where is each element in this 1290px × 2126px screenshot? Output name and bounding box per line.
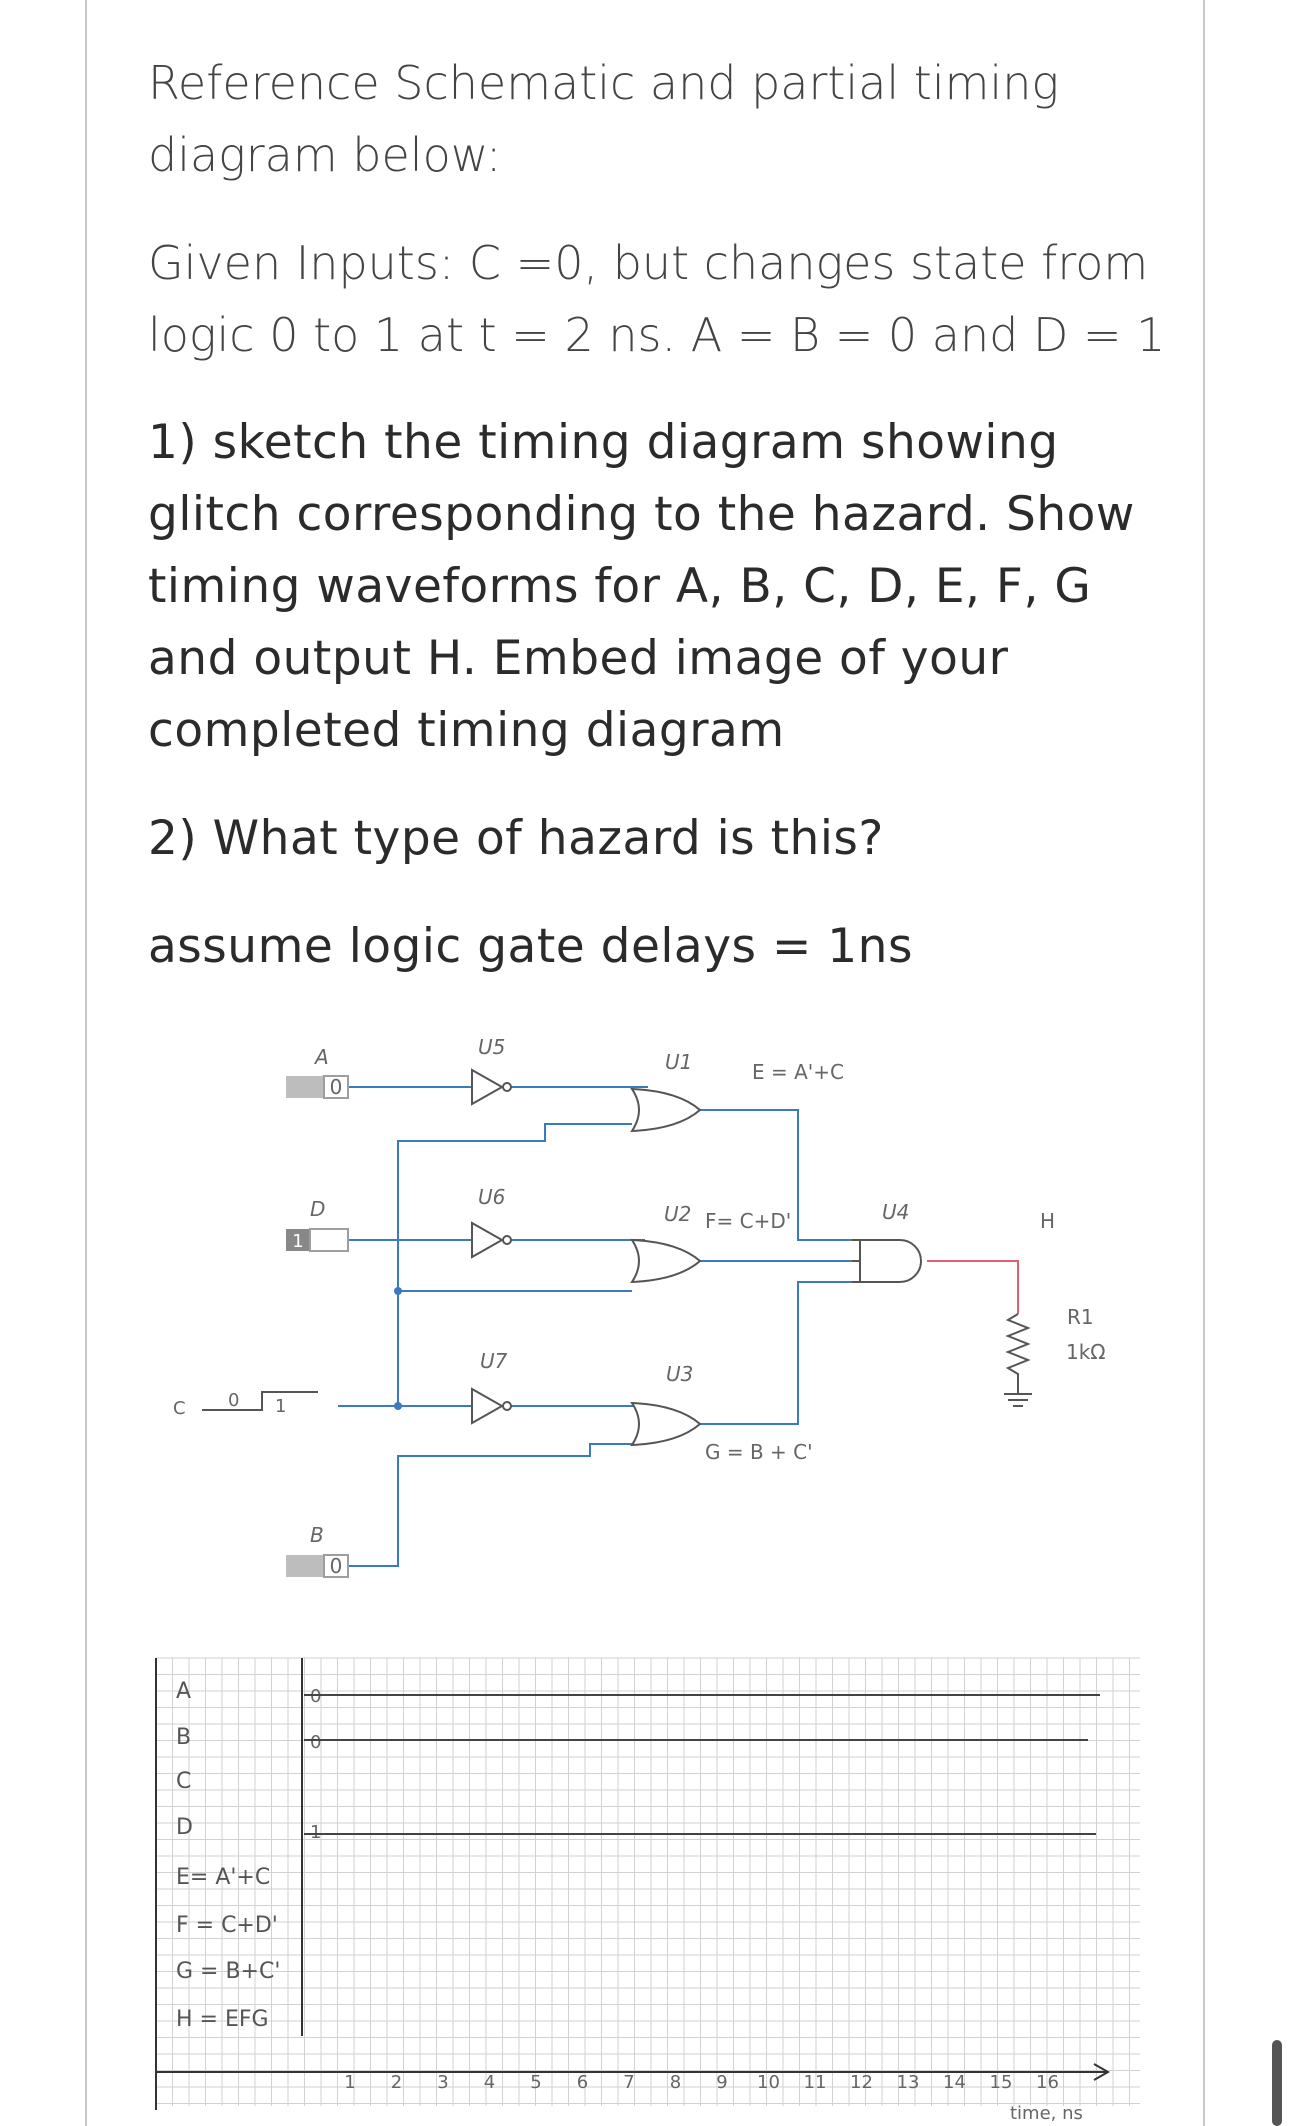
or-gate-u2 (632, 1240, 700, 1282)
resistor-symbol (1008, 1314, 1028, 1393)
timing-grid (156, 1658, 1140, 2110)
output-h-label: H (1040, 1209, 1056, 1233)
timing-initial-values (310, 1686, 321, 1843)
task-2-text: 2) What type of hazard is this? (148, 811, 884, 866)
input-a-label: A (315, 1045, 329, 1069)
ground-symbol (1004, 1394, 1032, 1406)
timing-initial-value: 1 (310, 1822, 322, 1843)
timing-tick-label: 1 (344, 2072, 356, 2093)
output-wire (927, 1261, 1018, 1314)
timing-tick-label: 5 (530, 2072, 542, 2093)
or-gate-u1 (632, 1089, 700, 1131)
timing-tick-label: 8 (669, 2072, 682, 2093)
timing-row-label: F = C+D' (176, 1913, 278, 1938)
gate-label-u1: U1 (665, 1050, 693, 1074)
expression-g: G = B + C' (705, 1440, 813, 1464)
timing-row-label: H = EFG (176, 2007, 269, 2032)
input-b-value: 0 (329, 1554, 343, 1578)
timing-tick-label: 7 (623, 2072, 635, 2093)
timing-tick-label: 10 (757, 2072, 780, 2093)
page-border-left (85, 0, 87, 2126)
input-c-step (173, 1390, 318, 1419)
and-gate-u4-inputs (852, 1240, 860, 1282)
input-switch-a[interactable] (286, 1075, 348, 1099)
timing-initial-value: 0 (310, 1686, 322, 1707)
intro-text: Reference Schematic and partial timing diagram below: (148, 56, 1059, 182)
input-d-value: 1 (292, 1231, 304, 1252)
timing-tick-label: 14 (943, 2072, 966, 2093)
inverter-u5 (472, 1070, 511, 1104)
inverter-u6 (472, 1223, 511, 1257)
gate-delay-text: assume logic gate delays = 1ns (148, 919, 913, 974)
and-gate-u4 (860, 1240, 921, 1282)
input-b-label: B (310, 1523, 324, 1547)
input-c-high: 1 (275, 1396, 287, 1417)
timing-row-label: A (176, 1679, 192, 1704)
or-gate-u3 (632, 1403, 700, 1445)
scrollbar[interactable] (1272, 2040, 1282, 2126)
timing-diagram (140, 1640, 1160, 2126)
timing-tick-label: 13 (896, 2072, 920, 2093)
inverter-u7 (472, 1389, 511, 1423)
given-inputs-text: Given Inputs: C =0, but changes state from logic 0 to 1 at t = 2 ns. A = B = 0 and D = 1 (148, 236, 1166, 362)
timing-row-label: D (176, 1815, 193, 1840)
schematic-diagram (140, 1010, 1160, 1600)
timing-row-label: G = B+C' (176, 1959, 281, 1984)
gate-label-u6: U6 (478, 1185, 506, 1209)
timing-axis-label: time, ns (1010, 2103, 1083, 2124)
timing-tick-label: 15 (989, 2072, 1013, 2093)
input-c-low: 0 (228, 1390, 240, 1411)
resistor-value: 1kΩ (1066, 1340, 1106, 1364)
page-border-right (1203, 0, 1205, 2126)
timing-tick-label: 4 (483, 2072, 496, 2093)
gate-label-u4: U4 (882, 1200, 910, 1224)
input-c-label: C (173, 1398, 186, 1419)
expression-f: F= C+D' (705, 1209, 792, 1233)
timing-tick-label: 9 (716, 2072, 728, 2093)
schematic-wires (338, 1087, 860, 1566)
task-1-text: 1) sketch the timing diagram showing glitch corresponding to the hazard. Show timing waveforms for A, B, C, D, E, F, G and output H. Embed image of your completed timing diagram (148, 415, 1135, 758)
input-d-label: D (310, 1197, 326, 1221)
timing-tick-label: 16 (1036, 2072, 1059, 2093)
input-a-value: 0 (329, 1075, 343, 1099)
timing-tick-label: 12 (850, 2072, 873, 2093)
timing-tick-label: 2 (390, 2072, 403, 2093)
timing-initial-value: 0 (310, 1732, 322, 1753)
resistor-name: R1 (1067, 1305, 1094, 1329)
gate-label-u2: U2 (664, 1202, 692, 1226)
timing-row-label: E= A'+C (176, 1865, 271, 1890)
timing-tick-label: 6 (576, 2072, 589, 2093)
gate-label-u5: U5 (478, 1035, 506, 1059)
timing-tick-label: 11 (803, 2072, 827, 2093)
input-switch-b[interactable] (286, 1554, 348, 1578)
timing-axis-ticks (344, 2072, 1059, 2093)
input-switch-d[interactable] (286, 1229, 348, 1252)
gate-label-u7: U7 (480, 1349, 508, 1373)
gate-label-u3: U3 (666, 1362, 694, 1386)
timing-row-label: B (176, 1725, 192, 1750)
timing-tick-label: 3 (437, 2072, 449, 2093)
expression-e: E = A'+C (752, 1060, 845, 1084)
timing-row-label: C (176, 1769, 192, 1794)
